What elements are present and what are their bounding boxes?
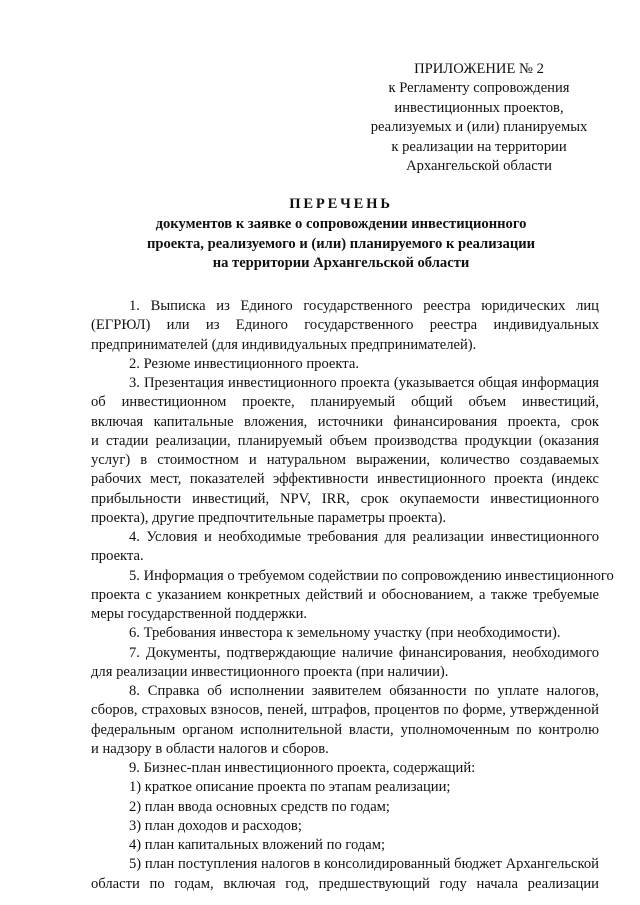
item-2-line: 2. Резюме инвестиционного проекта. bbox=[129, 355, 359, 372]
appendix-line: инвестиционных проектов, bbox=[394, 99, 564, 116]
item-7-line: 7. Документы, подтверждающие наличие финансирования, необходимого bbox=[129, 644, 599, 661]
item-1-line: (ЕГРЮЛ) или из Единого государственного реестра индивидуальных bbox=[91, 317, 599, 334]
item-4-line: 4. Условия и необходимые требования для реализации инвестиционного bbox=[129, 529, 599, 545]
item-5-line: проекта с указанием конкретных действий и обоснованием, а также требуемые bbox=[91, 586, 599, 603]
item-3-line: и стадии реализации, планируемый объем производства продукции (оказания bbox=[91, 432, 599, 449]
subitem-5-line: 5) план поступления налогов в консолидированный бюджет Архангельской bbox=[129, 856, 599, 873]
item-3-line: услуг) в стоимостном и натуральном выражении, количество создаваемых bbox=[91, 452, 599, 468]
item-8-line: и надзору в области налогов и сборов. bbox=[91, 740, 329, 757]
title-subline: проекта, реализуемого и (или) планируемого к реализации bbox=[146, 235, 536, 252]
appendix-line: реализуемых и (или) планируемых bbox=[370, 119, 588, 136]
item-5-line: меры государственной поддержки. bbox=[91, 606, 308, 622]
item-8-line: сборов, страховых взносов, пеней, штрафов, процентов по форме, утвержденной bbox=[91, 702, 599, 719]
title-main: ПЕРЕЧЕНЬ bbox=[289, 196, 393, 212]
document-body bbox=[91, 297, 614, 894]
subitem-5-line: области по годам, включая год, предшествующий году начала реализации bbox=[91, 875, 599, 892]
item-5-line: 5. Информация о требуемом содействии по сопровождению инвестиционного bbox=[129, 567, 614, 584]
title-subline: документов к заявке о сопровождении инвестиционного bbox=[155, 216, 527, 233]
appendix-header bbox=[348, 60, 610, 176]
item-3-line: рабочих мест, показателей эффективности инвестиционного проекта (индекс bbox=[91, 471, 599, 488]
item-1-line: 1. Выписка из Единого государственного реестра юридических лиц bbox=[129, 298, 599, 314]
appendix-line: к реализации на территории bbox=[391, 138, 567, 155]
item-3-line: 3. Презентация инвестиционного проекта (указывается общая информация bbox=[129, 375, 599, 391]
item-3-line: прибыльности инвестиций, NPV, IRR, срок окупаемости инвестиционного bbox=[91, 490, 599, 507]
item-8-line: 8. Справка об исполнении заявителем обязанности по уплате налогов, bbox=[129, 683, 599, 699]
appendix-line: к Регламенту сопровождения bbox=[388, 80, 570, 97]
item-4-line: проекта. bbox=[91, 548, 144, 565]
item-8-line: федеральным органом исполнительной власти, уполномоченным по контролю bbox=[91, 721, 599, 738]
subitem-2-line: 2) план ввода основных средств по годам; bbox=[129, 798, 390, 815]
subitem-4-line: 4) план капитальных вложений по годам; bbox=[129, 837, 386, 853]
item-7-line: для реализации инвестиционного проекта (при наличии). bbox=[91, 663, 449, 680]
item-9-line: 9. Бизнес-план инвестиционного проекта, содержащий: bbox=[129, 760, 476, 776]
appendix-line: Архангельской области bbox=[406, 158, 552, 175]
item-3-line: включая капитальные вложения, источники финансирования проекта, срок bbox=[91, 413, 599, 430]
subitem-3-line: 3) план доходов и расходов; bbox=[129, 817, 302, 834]
appendix-number: ПРИЛОЖЕНИЕ № 2 bbox=[414, 61, 544, 77]
item-1-line: предпринимателей (для индивидуальных предпринимателей). bbox=[91, 336, 477, 353]
item-3-line: об инвестиционном проекте, планируемый общий объем инвестиций, bbox=[91, 394, 599, 411]
document-title bbox=[60, 195, 622, 274]
item-3-line: проекта), другие предпочтительные параметры проекта). bbox=[91, 509, 447, 526]
title-subline: на территории Архангельской области bbox=[212, 255, 470, 272]
item-6-line: 6. Требования инвестора к земельному участку (при необходимости). bbox=[129, 625, 561, 642]
subitem-1-line: 1) краткое описание проекта по этапам реализации; bbox=[129, 779, 451, 796]
